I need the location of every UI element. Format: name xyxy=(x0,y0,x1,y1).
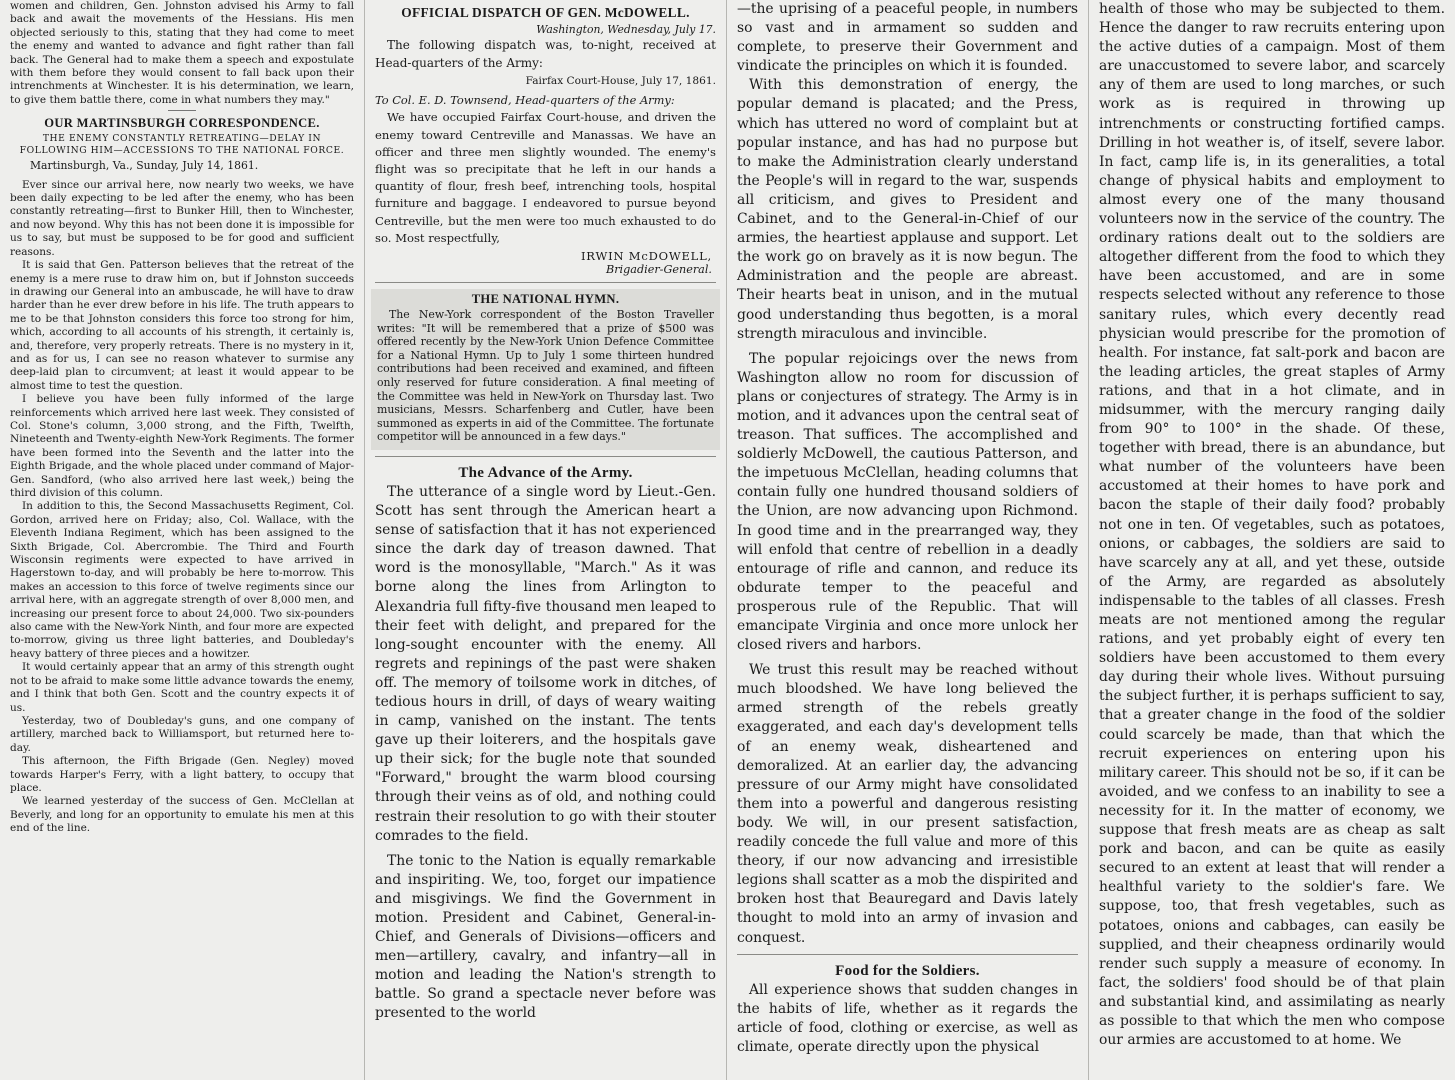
advance-paragraph: The tonic to the Nation is equally remarkable and inspiriting. We, too, forget our impatience and misgivings. We find the Government in motion. President and Cabinet, General-in-Chief, and Generals of Divisions—officers and men—artillery, cavalry, and infantry—all in motion and leading the Nation's strength to battle. So grand a spectacle never before was presented to the world xyxy=(375,852,716,1022)
col1-paragraph: We learned yesterday of the success of Gen. McClellan at Beverly, and long for an opportunity to emulate his men at this end of the line. xyxy=(10,795,354,835)
dispatch-text: We have occupied Fairfax Court-house, and driven the enemy toward Centreville and Manassas. We have an officer and three men slightly wounded. The enemy's flight was so precipitate that he left in our hands a quantity of flour, fresh beef, intrenching tools, hospital furniture and baggage. I endeavored to pursue beyond Centreville, but the men were too much exhausted to do so. Most respectfully, xyxy=(375,110,716,245)
headline-hymn: THE NATIONAL HYMN. xyxy=(471,292,620,306)
dispatch-place: Fairfax Court-House, July 17, 1861. xyxy=(525,75,716,88)
dispatch-to: To Col. E. D. Townsend, Head-quarters of the Army: xyxy=(375,92,675,107)
hymn-box xyxy=(371,289,720,450)
divider xyxy=(375,456,716,457)
headline-martinsburgh: OUR MARTINSBURGH CORRESPONDENCE. xyxy=(44,116,320,131)
dispatch-signature: IRWIN McDOWELL, xyxy=(580,249,712,263)
col1-paragraph: Yesterday, two of Doubleday's guns, and one company of artillery, marched back to Williamsport, but returned here to-day. xyxy=(10,714,354,754)
column-3 xyxy=(726,0,1088,1080)
column-1 xyxy=(0,0,364,1080)
col1-paragraph: I believe you have been fully informed of the large reinforcements which arrived here last week. They consisted of Col. Stone's column, 3,000 strong, and the Fifth, Twelfth, Nineteenth and Twenty-eighth New-York Regiments. The former have been formed into the Seventh and the latter into the Eighth Brigade, and the whole placed under command of Major-Gen. Sandford, (who also arrived here last week,) being the third division of this column. xyxy=(10,393,354,499)
col3-paragraph: —the uprising of a peaceful people, in numbers so vast and in armament so sudden and complete, to preserve their Government and vindicate the principles on which it is founded. xyxy=(737,1,1078,75)
col1-paragraph: It is said that Gen. Patterson believes that the retreat of the enemy is a mere ruse to draw him on, but if Johnston succeeds in drawing our General into an ambuscade, he will have to draw harder than he ever drew before in his life. The truth appears to me to be that Johnston considers this force too strong for him, which, according to all accounts of his strength, it certainly is, and, therefore, very properly retreats. There is no mystery in it, and as for us, I can see no reason whatever to surmise any deep-laid plan to circumvent; at least it would appear to be almost time to test the question. xyxy=(10,259,354,392)
col3-paragraph: The popular rejoicings over the news from Washington allow no room for discussion of plans or conjectures of strategy. The Army is in motion, and it advances upon the central seat of treason. That suffices. The accomplished and soldierly McDowell, the cautious Patterson, and the impetuous McClellan, heading columns that contain fully one hundred thousand soldiers of the Union, are now advancing upon Richmond. In good time and in the prearranged way, they will enfold that centre of rebellion in a deadly entourage of rifle and cannon, and reduce its obdurate temper to the peaceful and prosperous rule of the Republic. That will emancipate Virginia and once more unlock her closed rivers and harbors. xyxy=(737,350,1078,654)
col1-paragraph: In addition to this, the Second Massachusetts Regiment, Col. Gordon, arrived here on Friday; also, Col. Wallace, with the Eleventh Indiana Regiment, which has been assigned to the Sixth Brigade, Col. Abercrombie. The Third and Fourth Wisconsin regiments were expected to have arrived in Hagerstown to-day, and will probably be here to-morrow. This makes an accession to this force of twelve regiments since our arrival here, with an aggregate strength of over 8,000 men, and increasing our present force to about 24,000. Two six-pounders also came with the New-York Ninth, and four more are expected to-morrow, giving us three light batteries, and Doubleday's heavy battery of three pieces and a howitzer. xyxy=(10,500,354,660)
col1-paragraph: It would certainly appear that an army of this strength ought not to be afraid to make some little advance towards the enemy, and I think that both Gen. Scott and the country expects it of us. xyxy=(10,661,354,714)
column-2 xyxy=(364,0,726,1080)
dateline-martinsburgh: Martinsburgh, Va., Sunday, July 14, 1861. xyxy=(30,159,259,173)
advance-paragraph: The utterance of a single word by Lieut.-Gen. Scott has sent through the American heart a sense of satisfaction that it has not experienced since the dark day of treason dawned. That word is the monosyllable, "March." As it was borne along the lines from Arlington to Alexandria full fifty-five thousand men leaped to their feet with delight, and prepared for the long-sought encounter with the enemy. All regrets and repinings of the past were shaken off. The memory of toilsome work in ditches, of tedious hours in drill, of days of weary waiting in camp, vanished on the instant. The tents gave up their loiterers, and the hospitals gave up their sick; for the bugle note that sounded "Forward," brought the warm blood coursing through their veins as of old, and nothing could restrain their resolution to go with their stouter comrades to the field. xyxy=(375,483,716,844)
headline-advance: The Advance of the Army. xyxy=(458,464,633,481)
hymn-text: The New-York correspondent of the Boston Traveller writes: "It will be remembered that a prize of $500 was offered recently by the New-York Union Defence Committee for a National Hymn. Up to July 1 some thirteen hundred contributions had been received and examined, and fifteen only reserved for future consideration. A final meeting of the Committee was held in New-York on Thursday last. Two musicians, Messrs. Scharfenberg and Cutler, have been summoned as experts in aid of the Committee. The fortunate competitor will be announced in a few days." xyxy=(377,308,714,444)
dispatch-intro: The following dispatch was, to-night, received at Head-quarters of the Army: xyxy=(375,38,716,70)
headline-food: Food for the Soldiers. xyxy=(835,962,980,979)
subhead-martinsburgh: THE ENEMY CONSTANTLY RETREATING—DELAY IN FOLLOWING HIM—ACCESSIONS TO THE NATIONAL FORCE. xyxy=(19,133,345,157)
column-1-opening: women and children, Gen. Johnston advised his Army to fall back and await the movements of the Hessians. His men objected seriously to this, stating that they had come to meet the enemy and wanted to advance and fight rather than fall back. The General had to make them a speech and expostulate with them before they would consent to fall back upon their intrenchments at Winchester. It is his determination, we learn, to give them battle there, come in what numbers they may." xyxy=(10,0,354,106)
col3-paragraph: We trust this result may be reached without much bloodshed. We have long believed the armed strength of the rebels greatly exaggerated, and each day's development tells of an enemy weak, disheartened and demoralized. At an earlier day, the advancing pressure of our Army might have consolidated them into a powerful and dangerous resisting body. We will, in our present satisfaction, readily concede the full value and more of this theory, if our now advancing and irresistible legions shall scatter as a mob the dispirited and broken host that Beauregard and Davis lately thought to mold into an army of invasion and conquest. xyxy=(737,662,1078,946)
col4-paragraph: health of those who may be subjected to them. Hence the danger to raw recruits entering upon the active duties of a campaign. Most of them are unaccustomed to severe labor, and scarcely any of them are used to long marches, or such work as is required in throwing up intrenchments or constructing fortified camps. Drilling in hot weather is, of itself, severe labor. In fact, camp life is, in its generalities, a total change of physical habits and employment to almost every one of the many thousand volunteers now in the service of the country. The ordinary rations dealt out to the soldiers are altogether different from the food to which they have been accustomed, and are in some respects selected without any reference to those sanitary rules, which every decently read physician would prescribe for the promotion of health. For instance, fat salt-pork and bacon are the leading articles, the great staples of Army rations, and that in a hot climate, and in midsummer, with the mercury ranging daily from 90° to 100° in the shade. Of these, together with bread, there is an abundance, but what number of the volunteers have been accustomed at their homes to have pork and bacon the staple of their daily food? probably not one in ten. Of vegetables, such as potatoes, onions, or cabbages, the soldiers are said to have scarcely any at all, and yet these, outside of the Army, are regarded as absolutely indispensable to the tables of all classes. Fresh meats are not mentioned among the regular rations, and yet probably eight of every ten soldiers have been accustomed to them every day during their whole lives. Without pursuing the subject further, it is perhaps sufficient to say, that a greater change in the food of the soldier could scarcely be made, than that which the recruit experiences on entering upon his military career. This should not be so, if it can be avoided, and we confess to an inability to see a necessity for it. In the matter of economy, we suppose that fresh meats are as cheap as salt pork and bacon, and can be quite as easily secured to an extent at least that will render a healthful variety to the soldier's fare. We suppose, too, that fresh vegetables, such as potatoes, onions and cabbages, can easily be supplied, and their cheapness ordinarily would render such supply a measure of economy. In fact, the soldiers' food should be of that plain and substantial kind, and assimilating as nearly as possible to that which the men who compose our armies are accustomed to at home. We xyxy=(1099,1,1445,1049)
dateline-dispatch: Washington, Wednesday, July 17. xyxy=(536,23,716,36)
divider xyxy=(375,282,716,283)
divider xyxy=(737,954,1078,955)
col1-paragraph: Ever since our arrival here, now nearly two weeks, we have been daily expecting to be led after the enemy, who has been constantly retreating—first to Bunker Hill, then to Winchester, and now beyond. Why this has not been done it is impossible for us to say, but must be supposed to be for good and sufficient reasons. xyxy=(10,178,354,258)
col1-paragraph: This afternoon, the Fifth Brigade (Gen. Negley) moved towards Harper's Ferry, with a light battery, to occupy that place. xyxy=(10,755,354,794)
column-4 xyxy=(1088,0,1455,1080)
food-paragraph: All experience shows that sudden changes in the habits of life, whether as it regards the article of food, clothing or exercise, as well as climate, operate directly upon the physical xyxy=(737,981,1078,1055)
headline-dispatch: OFFICIAL DISPATCH OF GEN. McDOWELL. xyxy=(401,5,690,20)
dispatch-rank: Brigadier-General. xyxy=(605,263,712,276)
col3-paragraph: With this demonstration of energy, the popular demand is placated; and the Press, which has uttered no word of complaint but at popular instance, and has had no purpose but to make the Administration clearly understand the People's will in regard to the war, suspends all criticism, and gives to President and Cabinet, and to the General-in-Chief of our armies, the heartiest applause and support. Let the work go on bravely as it is now begun. The Administration and the people are abreast. Their hearts beat in unison, and in the mutual good understanding thus begotten, is a moral strength miraculous and invincible. xyxy=(737,77,1078,342)
divider xyxy=(168,110,196,111)
